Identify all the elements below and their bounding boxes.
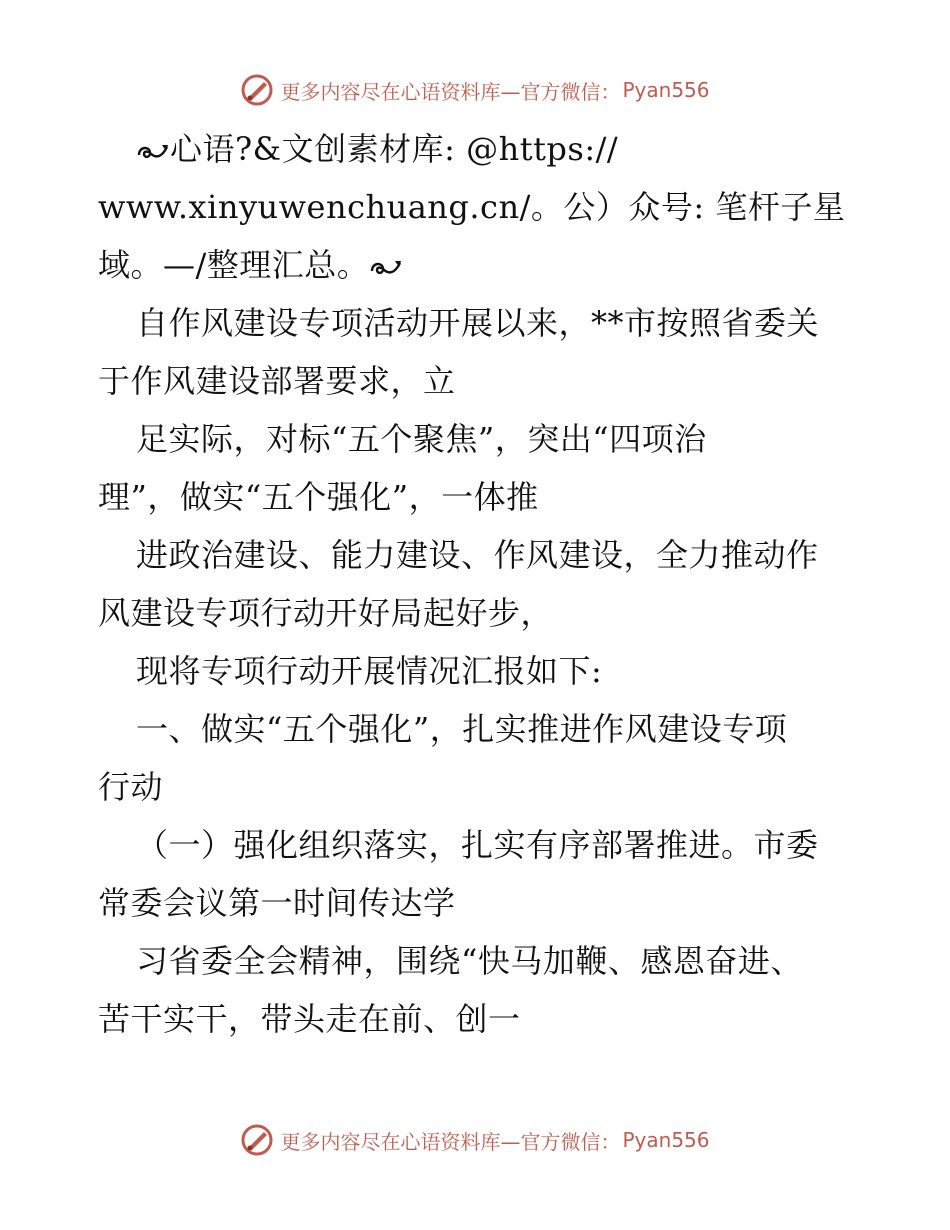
text-line-content: 足实际，对标“五个聚焦”，突出“四项治 (136, 420, 707, 458)
pen-logo-icon (240, 1123, 274, 1157)
text-line-content: 习省委全会精神，围绕“快马加鞭、感恩奋进、 (136, 942, 803, 980)
text-line-content: 心语?&文创素材库: @https:// (170, 130, 619, 168)
pen-logo-icon (240, 73, 274, 107)
text-line (98, 584, 858, 642)
watermark-wechat-id: Pyan556 (622, 78, 710, 102)
text-line (98, 294, 858, 352)
text-line-content: （一）强化组织落实，扎实有序部署推进。市委 (136, 826, 819, 864)
text-line (98, 526, 858, 584)
header-watermark (0, 70, 950, 110)
text-line-content: www.xinyuwenchuang.cn/。公）众号: 笔杆子星 (98, 188, 846, 226)
text-line-content: 常委会议第一时间传达学 (98, 884, 456, 922)
text-line (98, 236, 858, 294)
text-line (98, 352, 858, 410)
text-line (98, 178, 858, 236)
document-body (98, 120, 858, 1048)
text-line (98, 990, 858, 1048)
swirl-ornament-icon (369, 257, 403, 279)
watermark-text: 更多内容尽在心语资料库—官方微信： (280, 1129, 621, 1154)
text-line-content: 理”，做实“五个强化”，一体推 (98, 478, 539, 516)
text-line (98, 468, 858, 526)
watermark-text: 更多内容尽在心语资料库—官方微信： (280, 79, 621, 104)
text-line-content: 域。—/整理汇总。 (98, 246, 370, 284)
text-line (98, 642, 858, 700)
paragraph-lines (98, 120, 858, 1048)
text-line-content: 行动 (98, 768, 164, 806)
text-line-content: 现将专项行动开展情况汇报如下: (136, 652, 603, 690)
text-line (98, 932, 858, 990)
text-line (98, 758, 858, 816)
text-line (98, 874, 858, 932)
text-line (98, 700, 858, 758)
text-line-content: 于作风建设部署要求，立 (98, 362, 456, 400)
text-line-content: 一、做实“五个强化”，扎实推进作风建设专项 (136, 710, 788, 748)
footer-watermark (0, 1120, 950, 1160)
swirl-ornament-icon (136, 141, 170, 163)
text-line-content: 自作风建设专项活动开展以来，**市按照省委关 (136, 304, 820, 342)
text-line-content: 风建设专项行动开好局起好步， (98, 594, 554, 632)
text-line-content: 苦干实干，带头走在前、创一 (98, 1000, 521, 1038)
watermark-wechat-id: Pyan556 (622, 1128, 710, 1152)
text-line-content: 进政治建设、能力建设、作风建设，全力推动作 (136, 536, 819, 574)
text-line (98, 410, 858, 468)
text-line (98, 120, 858, 178)
text-line (98, 816, 858, 874)
